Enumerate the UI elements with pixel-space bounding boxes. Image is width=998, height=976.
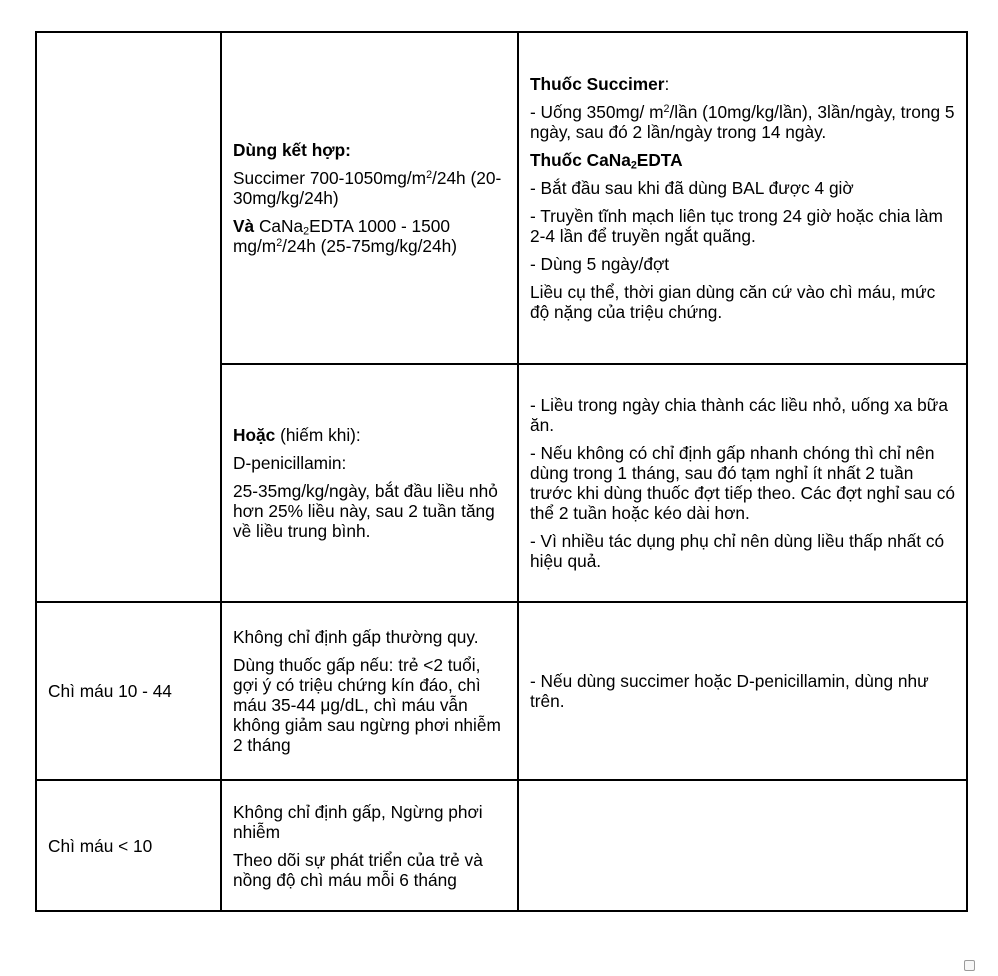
note-item: - Nếu không có chỉ định gấp nhanh chóng thì chỉ nên dùng trong 1 tháng, sau đó tạm nghỉ ít nhất 2 tuần trước khi dùng thuốc đợt tiếp theo. Các đợt nghỉ sau có thể 2 tuần hoặc kéo dài hơn. [530,443,956,523]
succimer-dose: Succimer $700-1050mg/m^2/24h$ (20-30mg/kg/24h) [233,168,502,208]
table-resize-handle[interactable] [964,960,975,971]
notes-cell [518,602,967,780]
treatment-heading: Dùng kết hợp: [233,140,351,160]
treatment-cell [221,32,518,364]
treatment-item: Không chỉ định gấp, Ngừng phơi nhiễm [233,801,483,842]
treatment-heading: Hoặc (hiếm khi): [233,425,361,445]
treatment-table [35,31,968,912]
treatment-cell [221,364,518,602]
notes-cell [518,780,967,911]
note-item: - Vì nhiều tác dụng phụ chỉ nên dùng liều thấp nhất có hiệu quả. [530,531,945,571]
succimer-heading: Thuốc Succimer: [530,74,670,94]
table-row [36,32,967,364]
blood-lead-level-cell [36,32,221,602]
treatment-item: Không chỉ định gấp thường quy. [233,627,479,647]
table-row [36,780,967,911]
drug-name: D-penicillamin: [233,453,347,473]
blood-lead-level-cell: Chì máu < 10 [36,780,221,911]
treatment-cell [221,602,518,780]
note-item: - Liều trong ngày chia thành các liều nhỏ, uống xa bữa ăn. [530,395,948,435]
drug-dose: 25-35mg/kg/ngày, bắt đầu liều nhỏ hơn 25% liều này, sau 2 tuần tăng về liều trung bình. [233,481,498,541]
edta-dose: Và CaNa$_2$EDTA 1000 - 1500 $mg/m^2/24h$ (25-75mg/kg/24h) [233,216,458,256]
table-row [36,602,967,780]
notes-cell [518,32,967,364]
note-item: - Truyền tĩnh mạch liên tục trong 24 giờ hoặc chia làm 2-4 lần để truyền ngắt quãng. [530,206,943,246]
note-item: - Dùng 5 ngày/đợt [530,254,670,274]
blood-lead-level-cell: Chì máu 10 - 44 [36,602,221,780]
note-item: - Bắt đầu sau khi đã dùng BAL được 4 giờ [530,178,854,198]
edta-heading: Thuốc CaNa$_2$EDTA [530,150,683,172]
treatment-cell [221,780,518,911]
treatment-item: Theo dõi sự phát triển của trẻ và nồng độ chì máu mỗi 6 tháng [233,849,483,890]
treatment-item: Dùng thuốc gấp nếu: trẻ <2 tuổi, gợi ý có triệu chứng kín đáo, chì máu 35-44 μg/dL, chì máu vẫn không giảm sau ngừng phơi nhiễm 2 tháng [233,655,501,755]
succimer-note: - Uống 350mg/ $m^2$/lần (10mg/kg/lần), 3lần/ngày, trong 5 ngày, sau đó 2 lần/ngày trong 14 ngày. [530,102,955,142]
note-item: Liều cụ thể, thời gian dùng căn cứ vào chì máu, mức độ nặng của triệu chứng. [530,282,936,322]
note-item: - Nếu dùng succimer hoặc D-penicillamin, dùng như trên. [530,671,929,711]
notes-cell [518,364,967,602]
